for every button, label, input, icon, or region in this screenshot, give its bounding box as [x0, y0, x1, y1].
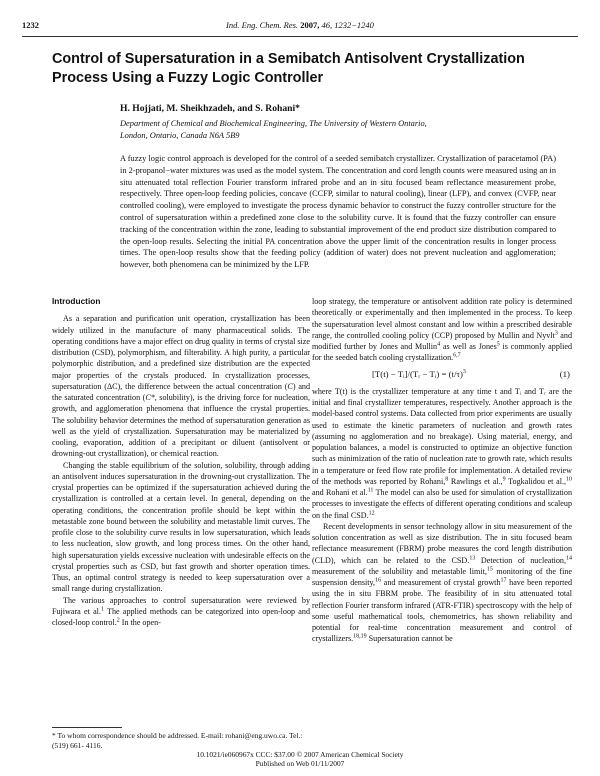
right-paragraph-2: where T(t) is the crystallizer temperature at any time t and Tᵢ and Tᵣ are the initial and final crystallizer temperatures, respectively. Another approach is the model-based control systems. Data collected from prior experiments are usually used to estimate the kinetic parameters of nucleation and growth rates (assuming no agglomeration and no breakage). Using material, energy, and population balances, a model is constructed to optimize an objective function such as minimization of the ratio of nucleation rate to growth rate, which results in a temperature or feed flow rate profile for implementation. A detailed review of the methods was reported by Rohani,$^8$ Rawlings et al.,$^9$ Togkalidou et al.,$^{10}$ and Rohani et al.$^{11}$ The model can also be used for simulation of crystallization processes to investigate the effects of different operating conditions and scaleup on the final CSD.$^{12}$: [312, 386, 573, 520]
intro-paragraph-2: Changing the stable equilibrium of the solution, solubility, through adding an antisolvent induces supersaturation in the drowning-out crystallization. The crystal properties can be optimized if the supersaturation achieved during the crystallization is controlled at a certain level. In general, depending on the operating conditions, the concentration profile should be kept within the metastable zone bound between the solubility and metastable limit curves. The profile close to the solubility curve results in low supersaturation, which leads to less nucleation, slow growth, and long process times. On the other hand, high supersaturation yields excessive nucleation with undesirable effects on the crystal properties such as CSD, but fast growth and shorter operation times. Thus, an optimal control strategy is needed to keep supersaturation over a small range during crystallization.: [52, 460, 310, 594]
author-list: H. Hojjati, M. Sheikhzadeh, and S. Rohani*: [120, 103, 300, 114]
doi-line: 10.1021/ie060967x CCC: $37.00 © 2007 American Chemical Society: [196, 750, 404, 759]
article-title: Control of Supersaturation in a Semibatch Antisolvent Crystallization Process Using a Fuzzy Logic Controller: [52, 51, 525, 86]
intro-paragraph-3: The various approaches to control supersaturation were reviewed by Fujiwara et al.$^1$ The applied methods can be categorized into open-loop and closed-loop control.$^2$ In the open-: [52, 595, 310, 627]
intro-paragraph-1: As a separation and purification unit operation, crystallization has been widely utilized in the manufacture of many pharmaceutical solids. The operating conditions have a major effect on drug quality in terms of crystal size distribution (CSD), polymorphism, and filterability. A high purity, a particular polymorphic distribution, and a predefined size distribution are the expected major properties of the crystals produced. In crystallization processes, supersaturation (ΔC), the difference between the actual concentration (C) and the saturated concentration (C*, solubility), is the driving force for nucleation, growth, and agglomeration phenomena that influence the crystal properties. The solubility behavior determines the method of supersaturation generation as well as the yield of crystallization. Supersaturation may be materialized by cooling, evaporation, addition of a precipitant or diluent (antisolvent or drowning-out crystallization), or chemical reaction.: [52, 314, 311, 459]
journal-volume-pages: 46, 1232−1240: [319, 20, 374, 30]
affiliation: Department of Chemical and Biochemical Engineering, The University of Western Ontario, London, Ontario, Canada N6A 5B9: [120, 119, 427, 140]
journal-name: Ind. Eng. Chem. Res.: [226, 20, 299, 30]
running-header: [22, 20, 578, 34]
page-number: 1232: [22, 20, 39, 30]
publication-date: Published on Web 01/11/2007: [255, 759, 345, 769]
journal-year: 2007,: [300, 20, 320, 30]
left-column: [52, 296, 310, 628]
introduction-heading: Introduction: [52, 296, 101, 306]
footnote-rule: [52, 727, 122, 728]
abstract: A fuzzy logic control approach is developed for the control of a seeded semibatch crystallizer. Crystallization of paracetamol (PA) in 2-propanol−water mixtures was used as the model system. The concentration and cord length counts were measured using an in situ attenuated total reflection Fourier transform infrared probe and an in situ focused beam reflectance measurement probe, respectively. Three open-loop feeding policies, concave (CCFP, similar to natural cooling), linear (LFP), and convex (CVFP, near controlled cooling), were employed to investigate the process dynamic behavior to construct the fuzzy controller structure for the control of supersaturation within a predefined zone close to the solubility curve. It is found that the fuzzy controller can ensure tracking of the concentration within the zone, leading to substantial improvement of the end product size distribution compared to the open-loop results. Selecting the initial PA concentration above the upper limit of the concentration results in longer process times. The open-loop results show that the feeding policy (addition of water) does not prevent nucleation and agglomeration; however, both phenomena can be minimized by the LFP.: [120, 154, 556, 270]
equation-1: [312, 369, 572, 380]
right-paragraph-1: loop strategy, the temperature or antisolvent addition rate policy is determined theoretically or experimentally and then implemented in the process. To keep the supersaturation level almost constant and low within a prescribed desirable range, the controlled cooling policy (CCP) proposed by Mullin and Nyvlt$^3$ and modified further by Jones and Mullin$^4$ as well as Jones$^5$ is commonly applied for the seeded batch cooling crystallization.$^{6,7}$: [312, 297, 572, 363]
correspondence-footnote: * To whom correspondence should be addressed. E-mail: rohani@eng.uwo.ca. Tel.: (519) 661- 4116.: [52, 731, 303, 750]
equation-expression: [T(t) − Tᵢ]/(Tᵣ − Tᵢ) = $(t/\tau)^3$: [372, 368, 466, 379]
right-column: [312, 296, 572, 645]
bottom-imprint: [0, 750, 600, 768]
header-rule: [22, 36, 578, 37]
right-paragraph-3: Recent developments in sensor technology allow in situ measurement of the solution concentration as well as size distribution. The in situ focused beam reflectance measurement (FBRM) probe measures the cord length distribution (CLD), which can be related to the CSD.$^{13}$ Detection of nucleation,$^{14}$ measurement of the solubility and metastable limit,$^{15}$ monitoring of the fine suspension density,$^{16}$ and measurement of crystal growth$^{17}$ have been reported using the in situ FBRM probe. The feasibility of in situ attenuated total reflection Fourier transform infrared (ATR-FTIR) spectroscopy with the help of some useful mathematical tools, chemometrics, has shown reliability and potential for real-time concentration measurement and control of crystallizers.$^{18,19}$ Supersaturation cannot be: [312, 521, 572, 644]
equation-number: (1): [559, 368, 570, 379]
journal-citation: [22, 20, 578, 30]
